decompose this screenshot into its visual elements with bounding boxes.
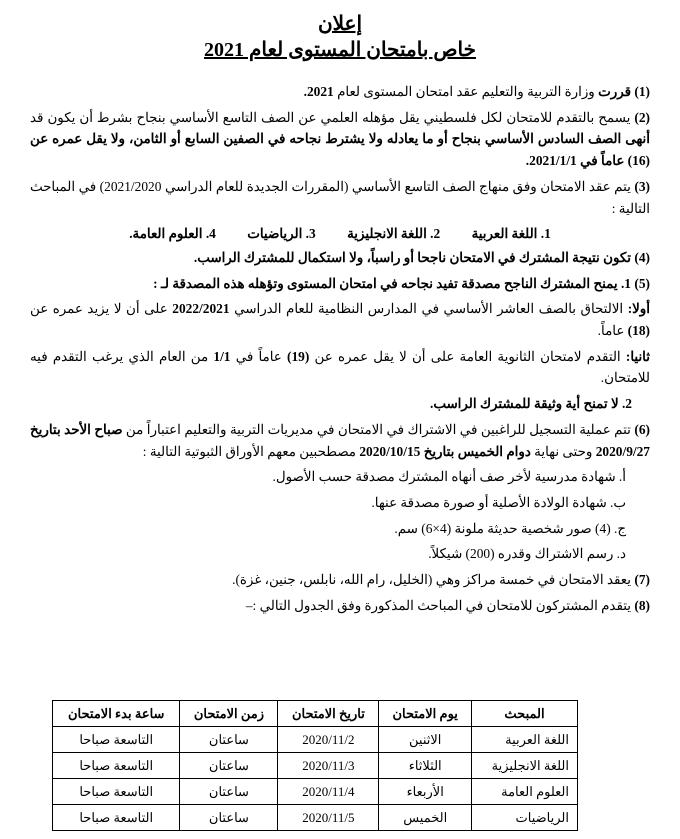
- table-cell: ساعتان: [180, 727, 278, 753]
- requirement-item: ب. شهادة الولادة الأصلية أو صورة مصدقة عنها.: [371, 494, 626, 510]
- subject-item: 2. اللغة الانجليزية: [347, 226, 441, 242]
- table-cell: 2020/11/2: [278, 727, 379, 753]
- column-header: تاريخ الامتحان: [278, 701, 379, 727]
- table-cell: الأربعاء: [379, 779, 472, 805]
- table-cell: الثلاثاء: [379, 753, 472, 779]
- item-4: (4) تكون نتيجة المشترك في الامتحان ناجحا أو راسباً، ولا استكمال للمشترك الراسب.: [193, 249, 650, 265]
- subject-item: 4. العلوم العامة.: [129, 226, 216, 242]
- item-3: (3) يتم عقد الامتحان وفق منهاج الصف التاسع الأساسي (المقررات الجديدة للعام الدراسي 2021/2020) في المباحث التالية :: [30, 178, 650, 216]
- table-cell: التاسعة صباحا: [53, 727, 180, 753]
- table-cell: اللغة الانجليزية: [472, 753, 578, 779]
- item-1: (1) قررت وزارة التربية والتعليم عقد امتحان المستوى لعام 2021.: [303, 84, 650, 99]
- table-cell: التاسعة صباحا: [53, 753, 180, 779]
- table-row: [53, 805, 578, 831]
- table-cell: الاثنين: [379, 727, 472, 753]
- table-cell: 2020/11/4: [278, 779, 379, 805]
- exam-schedule-table: [52, 700, 578, 831]
- item-2: (2) يسمح بالتقدم للامتحان لكل فلسطيني يقل مؤهله العلمي عن الصف التاسع الأساسي بنجاح بشرط أن يكون قد أنهى الصف السادس الأساسي بنجاح أو ما يعادله ولا يشترط نجاحه في الصفين السابع أو الثامن، ولا يقل عمره عن (16) عاماً في 2021/1/1.: [30, 109, 650, 169]
- subjects-list: [30, 223, 650, 245]
- table-header-row: [53, 701, 578, 727]
- requirement-item: د. رسم الاشتراك وقدره (200) شيكلاً.: [428, 546, 626, 562]
- table-cell: ساعتان: [180, 753, 278, 779]
- column-header: يوم الامتحان: [379, 701, 472, 727]
- table-cell: 2020/11/5: [278, 805, 379, 831]
- page-title: إعلان: [317, 13, 363, 35]
- table-cell: التاسعة صباحا: [53, 805, 180, 831]
- table-cell: العلوم العامة: [472, 779, 578, 805]
- table-row: [53, 753, 578, 779]
- table-cell: اللغة العربية: [472, 727, 578, 753]
- item-6: (6) تتم عملية التسجيل للراغبين في الاشتراك في الامتحان في مديريات التربية والتعليم اعتباراً من صباح الأحد بتاريخ 2020/9/27 وحتى نهاية دوام الخميس بتاريخ 2020/10/15 مصطحبين معهم الأوراق الثبوتية التالية :: [30, 421, 650, 459]
- table-row: [53, 779, 578, 805]
- item-5-second: ثانيا: التقدم لامتحان الثانوية العامة على أن لا يقل عمره عن (19) عاماً في 1/1 من العام الذي يرغب التقدم فيه للامتحان.: [30, 348, 650, 386]
- column-header: زمن الامتحان: [180, 701, 278, 727]
- table-cell: 2020/11/3: [278, 753, 379, 779]
- announcement-document: [30, 12, 650, 620]
- table-cell: الرياضيات: [472, 805, 578, 831]
- subject-item: 1. اللغة العربية: [471, 226, 551, 242]
- table-cell: ساعتان: [180, 805, 278, 831]
- column-header: المبحث: [472, 701, 578, 727]
- page-subtitle: خاص بامتحان المستوى لعام 2021: [203, 39, 477, 61]
- item-5-first: أولا: الالتحاق بالصف العاشر الأساسي في المدارس النظامية للعام الدراسي 2022/2021 على أن لا يزيد عمره عن (18) عاماً.: [30, 301, 650, 339]
- column-header: ساعة بدء الامتحان: [53, 701, 180, 727]
- table-cell: ساعتان: [180, 779, 278, 805]
- table-cell: التاسعة صباحا: [53, 779, 180, 805]
- table-row: [53, 727, 578, 753]
- table-cell: الخميس: [379, 805, 472, 831]
- item-5-point-2: 2. لا تمنح أية وثيقة للمشترك الراسب.: [429, 396, 632, 412]
- item-5: (5) 1. يمنح المشترك الناجح مصدقة تفيد نجاحه في امتحان المستوى وتؤهله هذه المصدقة لـ :: [153, 275, 650, 291]
- item-8: (8) يتقدم المشتركون للامتحان في المباحث المذكورة وفق الجدول التالي :–: [245, 597, 650, 613]
- requirement-item: أ. شهادة مدرسية لأخر صف أنهاه المشترك مصدقة حسب الأصول.: [272, 469, 626, 485]
- subject-item: 3. الرياضيات: [247, 226, 316, 242]
- item-7: (7) يعقد الامتحان في خمسة مراكز وهي (الخليل، رام الله، نابلس، جنين، غزة).: [232, 572, 650, 588]
- requirement-item: ج. (4) صور شخصية حديثة ملونة (4×6) سم.: [394, 520, 626, 536]
